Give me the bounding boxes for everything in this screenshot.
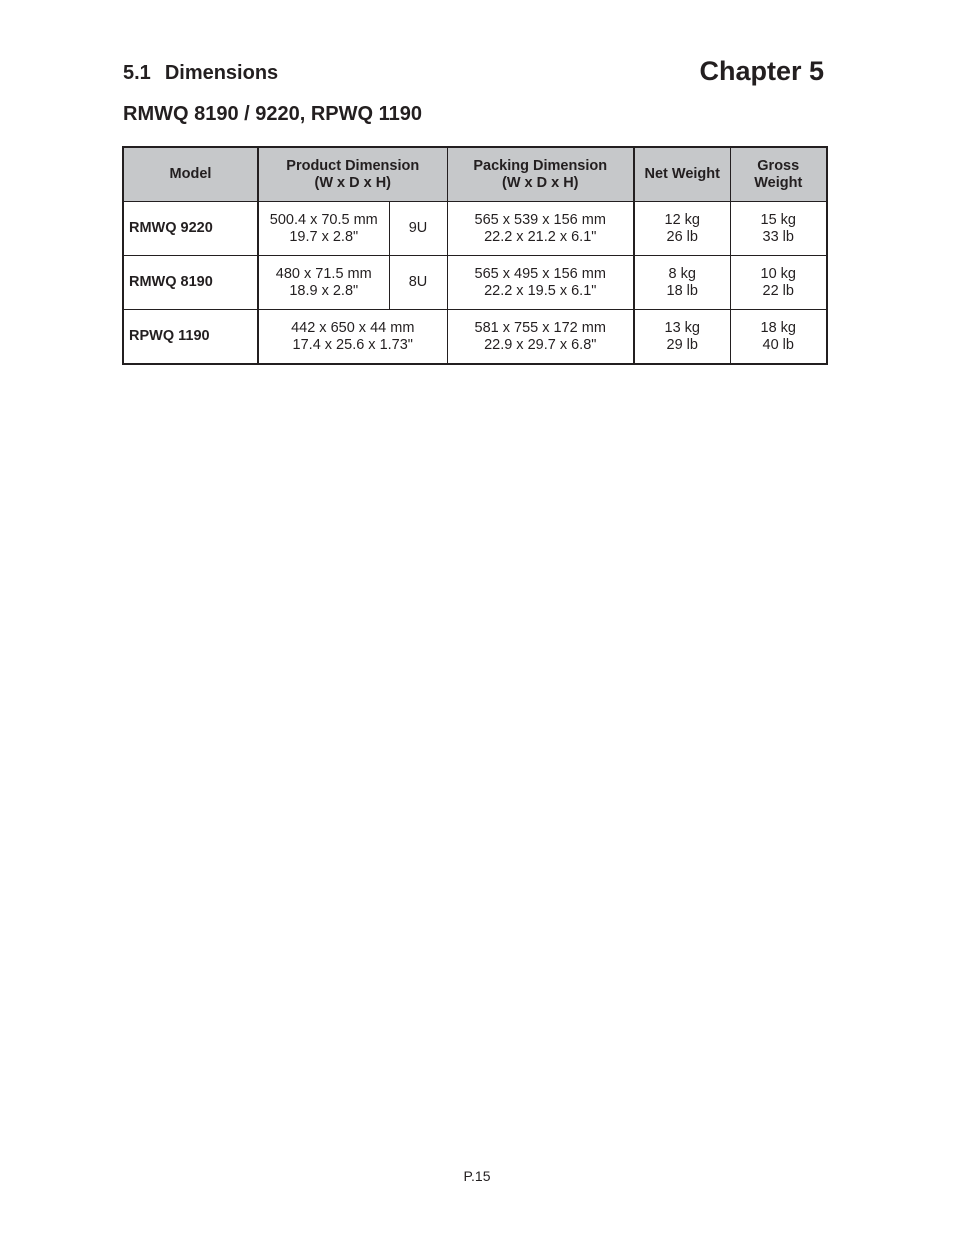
header-product-line1: Product Dimension <box>286 157 420 174</box>
product-in: 17.4 x 25.6 x 1.73" <box>292 336 413 353</box>
net-lb: 29 lb <box>666 336 698 353</box>
product-mm: 442 x 650 x 44 mm <box>291 319 415 336</box>
cell-model: RPWQ 1190 <box>123 310 258 365</box>
header-gross-weight <box>730 147 827 202</box>
gross-lb: 33 lb <box>762 228 794 245</box>
gross-kg: 15 kg <box>760 211 796 228</box>
product-mm: 480 x 71.5 mm <box>275 265 372 282</box>
cell-product-dimension <box>258 310 447 365</box>
packing-in: 22.2 x 19.5 x 6.1" <box>484 282 597 299</box>
cell-product-dimension <box>258 256 389 310</box>
net-kg: 8 kg <box>668 265 696 282</box>
cell-model: RMWQ 8190 <box>123 256 258 310</box>
product-in: 18.9 x 2.8" <box>289 282 359 299</box>
cell-rack-units: 9U <box>389 202 447 256</box>
cell-gross-weight <box>730 310 827 365</box>
net-lb: 18 lb <box>666 282 698 299</box>
table-header-row <box>123 147 827 202</box>
models-subtitle: RMWQ 8190 / 9220, RPWQ 1190 <box>123 103 423 125</box>
gross-kg: 10 kg <box>760 265 796 282</box>
header-packing-line1: Packing Dimension <box>473 157 608 174</box>
dimensions-table <box>122 146 828 365</box>
cell-packing-dimension <box>447 256 634 310</box>
net-kg: 13 kg <box>664 319 700 336</box>
section-title: Dimensions <box>164 62 279 84</box>
gross-kg: 18 kg <box>760 319 796 336</box>
header-model: Model <box>123 147 258 202</box>
table-row <box>123 256 827 310</box>
header-product-dimension <box>258 147 447 202</box>
header-gross-line1: Gross <box>757 157 800 174</box>
header-packing-line2: (W x D x H) <box>501 174 579 191</box>
product-in: 19.7 x 2.8" <box>289 228 359 245</box>
packing-in: 22.2 x 21.2 x 6.1" <box>484 228 597 245</box>
cell-gross-weight <box>730 202 827 256</box>
table-row <box>123 202 827 256</box>
cell-packing-dimension <box>447 310 634 365</box>
cell-net-weight <box>634 256 730 310</box>
section-heading <box>123 62 278 85</box>
chapter-title: Chapter 5 <box>699 56 824 86</box>
header-packing-dimension <box>447 147 634 202</box>
cell-model: RMWQ 9220 <box>123 202 258 256</box>
gross-lb: 40 lb <box>762 336 794 353</box>
cell-net-weight <box>634 202 730 256</box>
packing-in: 22.9 x 29.7 x 6.8" <box>484 336 597 353</box>
header-product-line2: (W x D x H) <box>314 174 392 191</box>
cell-rack-units: 8U <box>389 256 447 310</box>
cell-gross-weight <box>730 256 827 310</box>
cell-product-dimension <box>258 202 389 256</box>
net-lb: 26 lb <box>666 228 698 245</box>
header-gross-line2: Weight <box>754 174 803 191</box>
packing-mm: 581 x 755 x 172 mm <box>474 319 606 336</box>
header-net-weight: Net Weight <box>634 147 730 202</box>
gross-lb: 22 lb <box>762 282 794 299</box>
packing-mm: 565 x 539 x 156 mm <box>474 211 606 228</box>
product-mm: 500.4 x 70.5 mm <box>269 211 378 228</box>
page-number: P.15 <box>463 1168 491 1184</box>
section-number: 5.1 <box>123 62 151 84</box>
net-kg: 12 kg <box>664 211 700 228</box>
table-row <box>123 310 827 365</box>
cell-packing-dimension <box>447 202 634 256</box>
cell-net-weight <box>634 310 730 365</box>
packing-mm: 565 x 495 x 156 mm <box>474 265 606 282</box>
